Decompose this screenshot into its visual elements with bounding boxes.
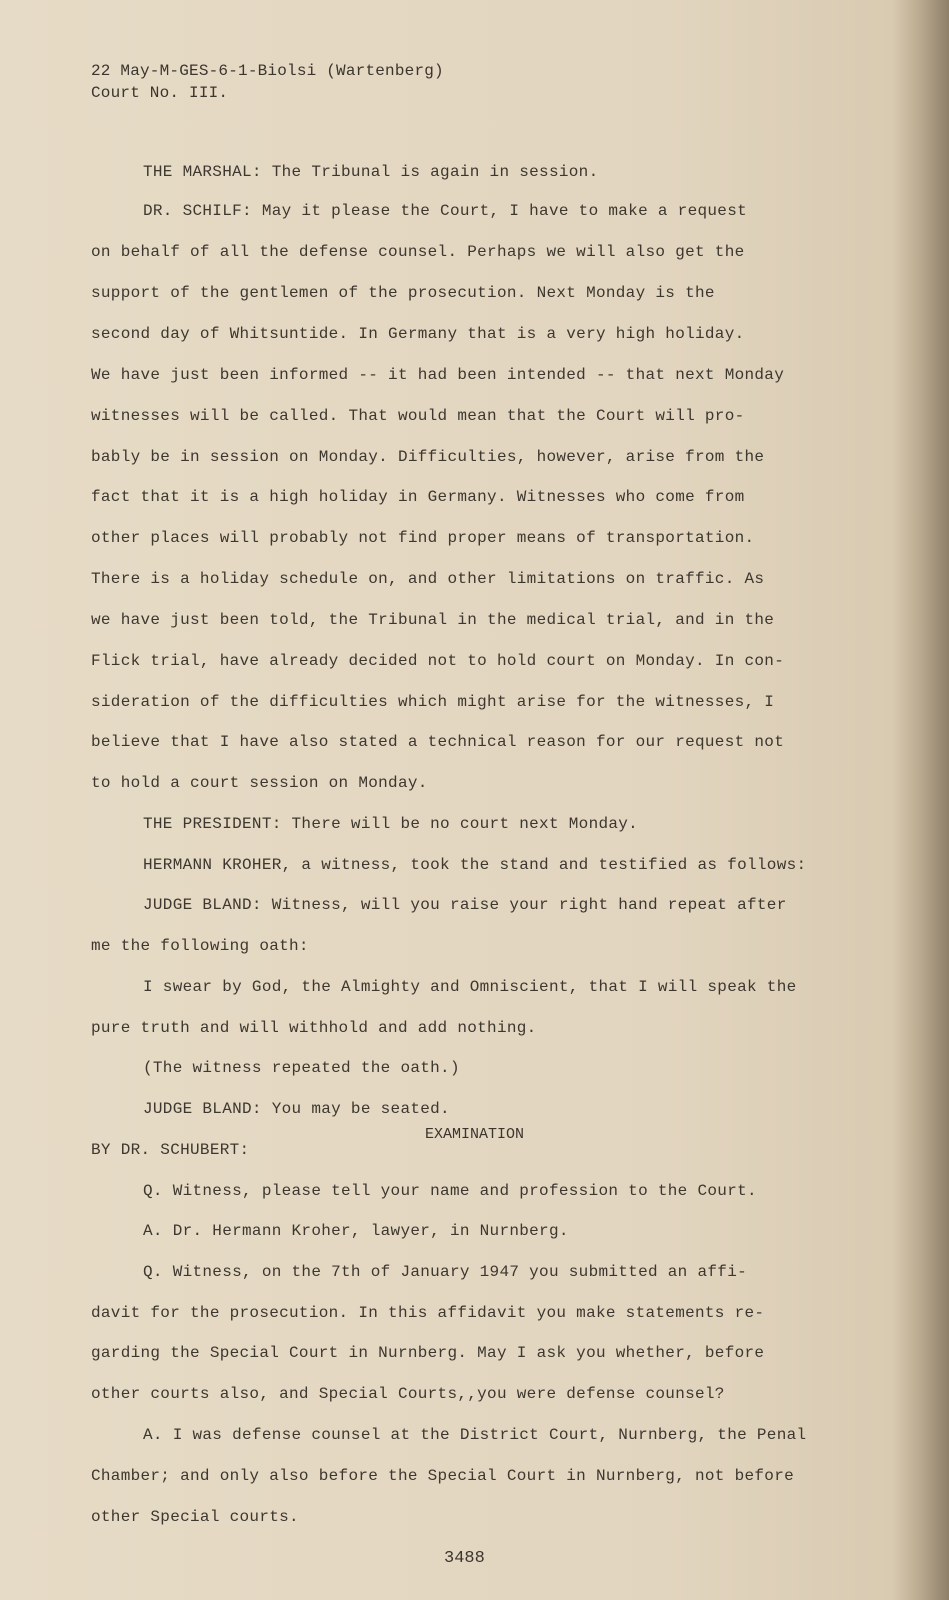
- transcript-line: bably be in session on Monday. Difficulties, however, arise from the: [91, 448, 765, 466]
- transcript-line: pure truth and will withhold and add nothing.: [91, 1019, 537, 1037]
- header-line-2: Court No. III.: [91, 84, 229, 102]
- transcript-line: Flick trial, have already decided not to hold court on Monday. In con-: [91, 652, 785, 670]
- transcript-line: A. I was defense counsel at the District Court, Nurnberg, the Penal: [143, 1426, 807, 1444]
- transcript-line: I swear by God, the Almighty and Omniscient, that I will speak the: [143, 978, 797, 996]
- transcript-line: me the following oath:: [91, 937, 309, 955]
- transcript-line: fact that it is a high holiday in Germany. Witnesses who come from: [91, 488, 745, 506]
- transcript-line: Chamber; and only also before the Special Court in Nurnberg, not before: [91, 1467, 795, 1485]
- transcript-line: garding the Special Court in Nurnberg. May I ask you whether, before: [91, 1344, 765, 1362]
- transcript-line: There is a holiday schedule on, and other limitations on traffic. As: [91, 570, 765, 588]
- transcript-line: THE PRESIDENT: There will be no court next Monday.: [143, 815, 639, 833]
- transcript-line: other courts also, and Special Courts,,you were defense counsel?: [91, 1385, 725, 1403]
- transcript-line: other Special courts.: [91, 1508, 299, 1526]
- section-heading: EXAMINATION: [425, 1126, 525, 1143]
- transcript-line: DR. SCHILF: May it please the Court, I have to make a request: [143, 202, 747, 220]
- transcript-line: A. Dr. Hermann Kroher, lawyer, in Nurnberg.: [143, 1222, 569, 1240]
- transcript-line: (The witness repeated the oath.): [143, 1059, 460, 1077]
- transcript-line: to hold a court session on Monday.: [91, 774, 428, 792]
- transcript-line: JUDGE BLAND: Witness, will you raise your right hand repeat after: [143, 896, 787, 914]
- transcript-line: THE MARSHAL: The Tribunal is again in session.: [143, 163, 599, 181]
- transcript-line: sideration of the difficulties which might arise for the witnesses, I: [91, 693, 775, 711]
- transcript-line: we have just been told, the Tribunal in the medical trial, and in the: [91, 611, 775, 629]
- transcript-line: believe that I have also stated a technical reason for our request not: [91, 733, 785, 751]
- page-number: 3488: [444, 1549, 485, 1568]
- transcript-line: davit for the prosecution. In this affidavit you make statements re-: [91, 1304, 765, 1322]
- transcript-line: support of the gentlemen of the prosecution. Next Monday is the: [91, 284, 715, 302]
- transcript-line: BY DR. SCHUBERT:: [91, 1141, 250, 1159]
- transcript-line: Q. Witness, please tell your name and profession to the Court.: [143, 1182, 757, 1200]
- transcript-line: Q. Witness, on the 7th of January 1947 you submitted an affi-: [143, 1263, 747, 1281]
- header-line-1: 22 May-M-GES-6-1-Biolsi (Wartenberg): [91, 62, 444, 80]
- transcript-line: other places will probably not find proper means of transportation.: [91, 529, 755, 547]
- transcript-line: We have just been informed -- it had been intended -- that next Monday: [91, 366, 785, 384]
- transcript-line: HERMANN KROHER, a witness, took the stand and testified as follows:: [143, 856, 807, 874]
- transcript-line: second day of Whitsuntide. In Germany that is a very high holiday.: [91, 325, 745, 343]
- transcript-line: witnesses will be called. That would mean that the Court will pro-: [91, 407, 745, 425]
- transcript-line: JUDGE BLAND: You may be seated.: [143, 1100, 450, 1118]
- transcript-line: on behalf of all the defense counsel. Perhaps we will also get the: [91, 243, 745, 261]
